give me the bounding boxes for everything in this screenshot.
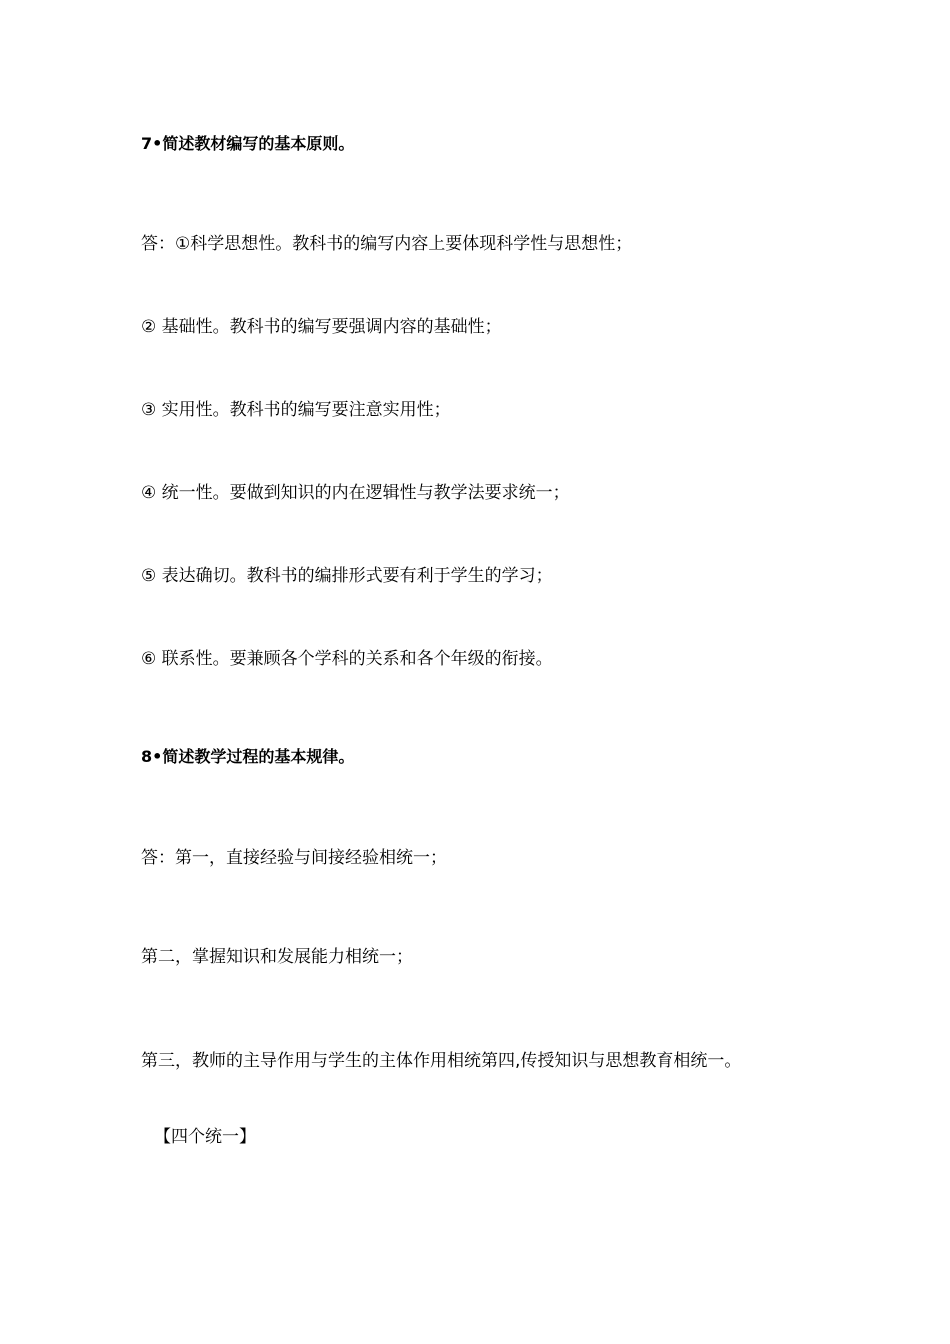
q7-answer-line: ② 基础性。教科书的编写要强调内容的基础性； <box>141 317 502 337</box>
question-8-title: 8•简述教学过程的基本规律。 <box>141 747 355 766</box>
q8-answer-line: 第三，教师的主导作用与学生的主体作用相统第四,传授知识与思想教育相统一。 <box>141 1051 742 1071</box>
q8-summary: 【四个统一】 <box>154 1127 256 1147</box>
q7-answer-line: ⑥ 联系性。要兼顾各个学科的关系和各个年级的衔接。 <box>141 649 553 669</box>
question-7-title: 7•简述教材编写的基本原则。 <box>141 134 355 153</box>
q7-answer-line: ⑤ 表达确切。教科书的编排形式要有利于学生的学习； <box>141 566 553 586</box>
q7-answer-line: ④ 统一性。要做到知识的内在逻辑性与教学法要求统一； <box>141 483 570 503</box>
q7-answer-line: ③ 实用性。教科书的编写要注意实用性； <box>141 400 451 420</box>
q7-answer-line: 答：①科学思想性。教科书的编写内容上要体现科学性与思想性； <box>141 234 633 254</box>
q8-answer-line: 答：第一，直接经验与间接经验相统一； <box>141 848 447 868</box>
q8-answer-line: 第二，掌握知识和发展能力相统一； <box>141 947 413 967</box>
